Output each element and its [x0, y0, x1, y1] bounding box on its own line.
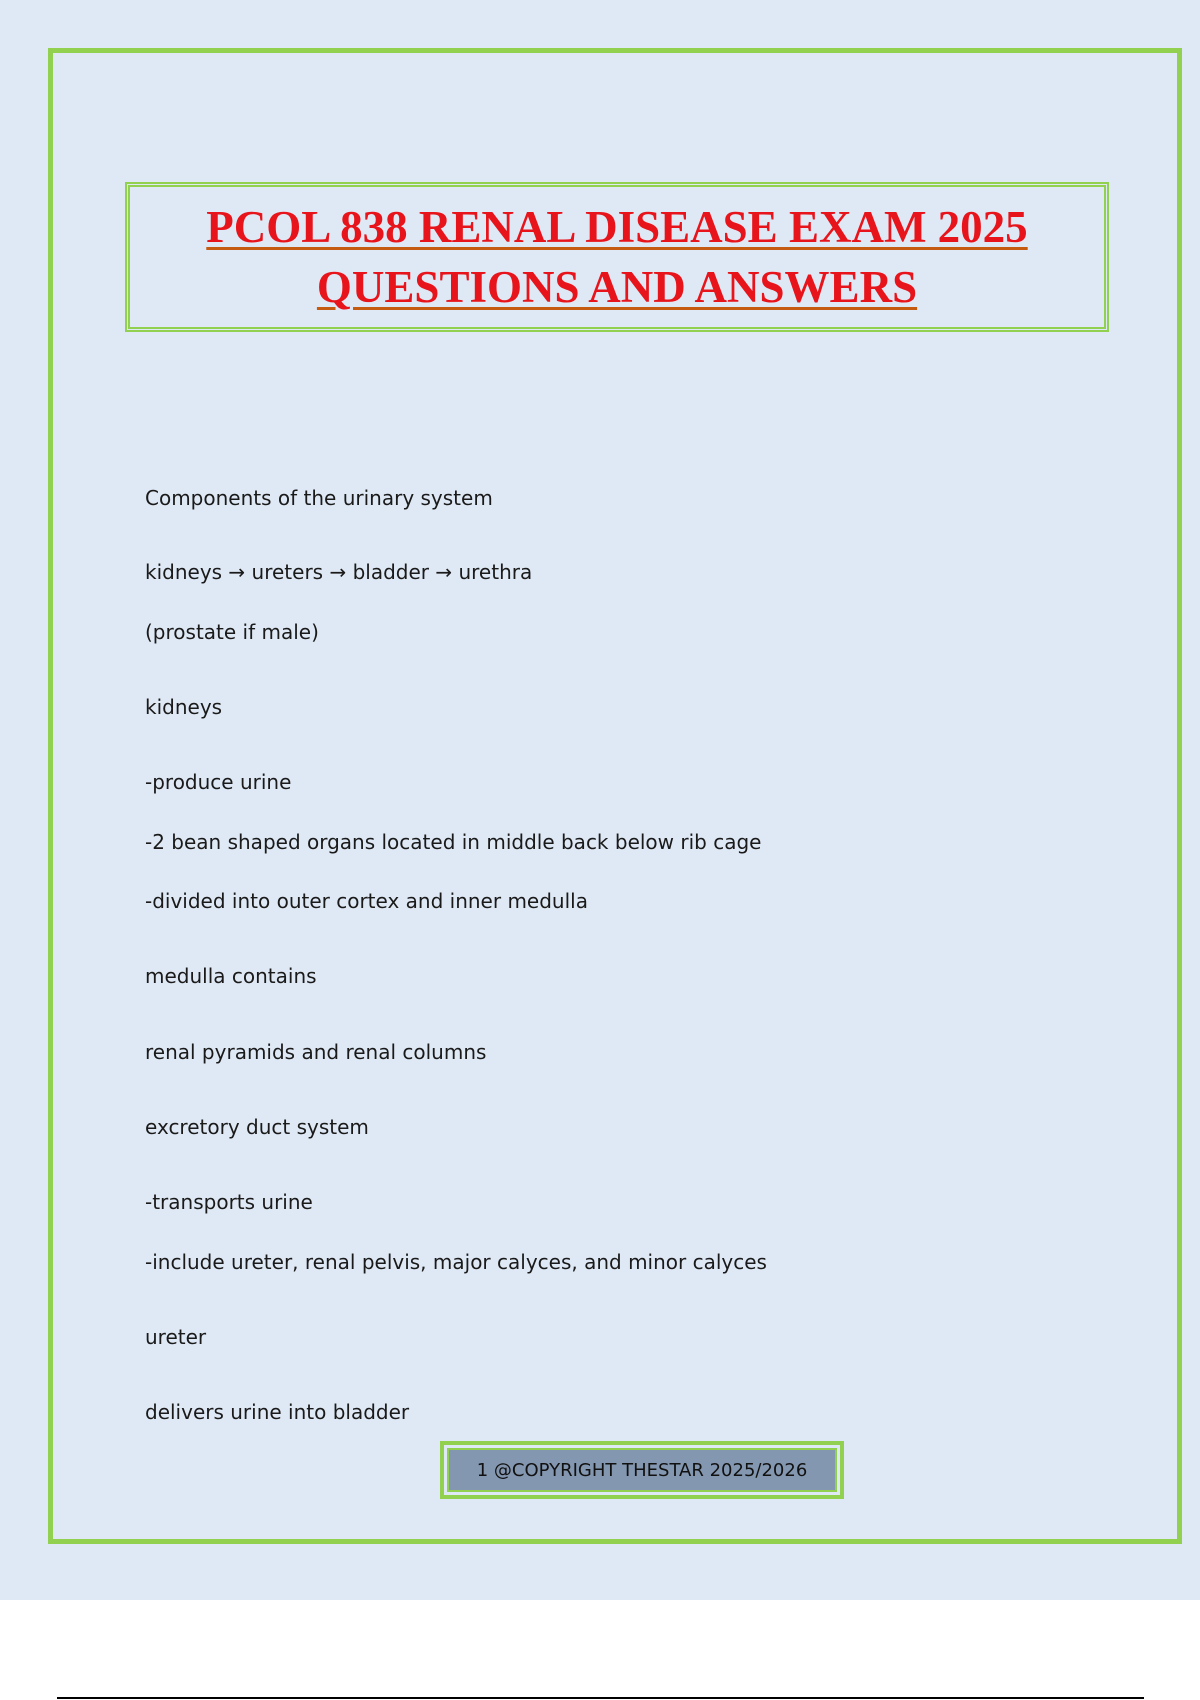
document-title-line-2: QUESTIONS AND ANSWERS: [316, 262, 918, 312]
answer-text: -produce urine: [145, 770, 292, 794]
answer-text: -include ureter, renal pelvis, major calyces, and minor calyces: [145, 1250, 767, 1274]
answer-text: -2 bean shaped organs located in middle back below rib cage: [145, 830, 762, 854]
footer-copyright: 1 @COPYRIGHT THESTAR 2025/2026: [476, 1459, 808, 1481]
footer-box: [440, 1441, 844, 1499]
question-text: excretory duct system: [145, 1115, 369, 1139]
footer-band: [447, 1448, 837, 1492]
question-text: Components of the urinary system: [145, 486, 493, 510]
answer-text: delivers urine into bladder: [145, 1400, 410, 1424]
document-title-line-1: PCOL 838 RENAL DISEASE EXAM 2025: [206, 202, 1028, 252]
title-box: [125, 182, 1109, 332]
answer-text: -divided into outer cortex and inner medulla: [145, 889, 588, 913]
question-text: medulla contains: [145, 964, 317, 988]
question-text: kidneys: [145, 695, 223, 719]
answer-text: (prostate if male): [145, 620, 319, 644]
page-divider: [57, 1697, 1144, 1699]
question-text: ureter: [145, 1325, 207, 1349]
answer-text: -transports urine: [145, 1190, 313, 1214]
answer-text: renal pyramids and renal columns: [145, 1040, 487, 1064]
answer-text: kidneys → ureters → bladder → urethra: [145, 560, 533, 584]
